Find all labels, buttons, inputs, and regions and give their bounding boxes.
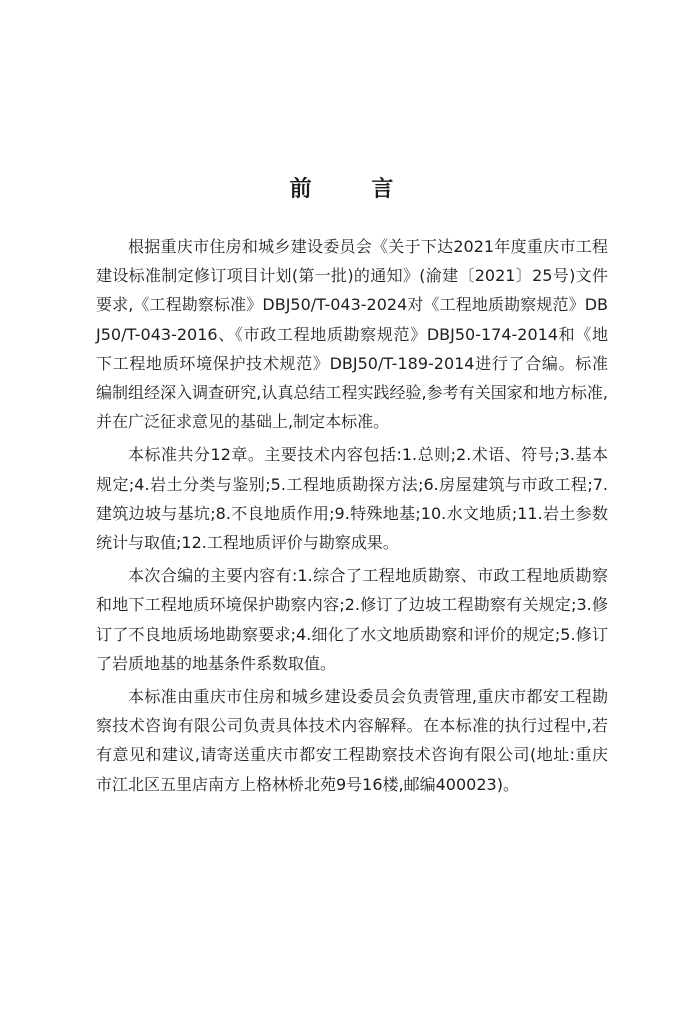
paragraph-preparation-basis: 根据重庆市住房和城乡建设委员会《关于下达2021年度重庆市工程建设标准制定修订项目计划(第一批)的通知》(渝建〔2021〕25号)文件要求,《工程勘察标准》DBJ50/T-043-2024对《工程地质勘察规范》DBJ50/T-043-2016、《市政工程地质勘察规范》DBJ50-174-2014和《地下工程地质环境保护技术规范》DBJ50/T-189-2014进行了合编。标准编制组经深入调查研究,认真总结工程实践经验,参考有关国家和地方标准,并在广泛征求意见的基础上,制定本标准。 [96, 237, 608, 432]
page-title: 前 言 [289, 176, 420, 202]
paragraph-merge-contents: 本次合编的主要内容有:1.综合了工程地质勘察、市政工程地质勘察和地下工程地质环境保护勘察内容;2.修订了边坡工程勘察有关规定;3.修订了不良地质场地勘察要求;4.细化了水文地质勘察和评价的规定;5.修订了岩质地基的地基条件系数取值。 [96, 566, 608, 673]
paragraph-chapter-contents: 本标准共分12章。主要技术内容包括:1.总则;2.术语、符号;3.基本规定;4.岩土分类与鉴别;5.工程地质勘探方法;6.房屋建筑与市政工程;7.建筑边坡与基坑;8.不良地质作用;9.特殊地基;10.水文地质;11.岩土参数统计与取值;12.工程地质评价与勘察成果。 [96, 445, 608, 553]
document-body [96, 232, 608, 803]
paragraph-management-contact: 本标准由重庆市住房和城乡建设委员会负责管理,重庆市都安工程勘察技术咨询有限公司负责具体技术内容解释。在本标准的执行过程中,若有意见和建议,请寄送重庆市都安工程勘察技术咨询有限公司(地址:重庆市江北区五里店南方上格林桥北苑9号16楼,邮编400023)。 [96, 687, 608, 794]
